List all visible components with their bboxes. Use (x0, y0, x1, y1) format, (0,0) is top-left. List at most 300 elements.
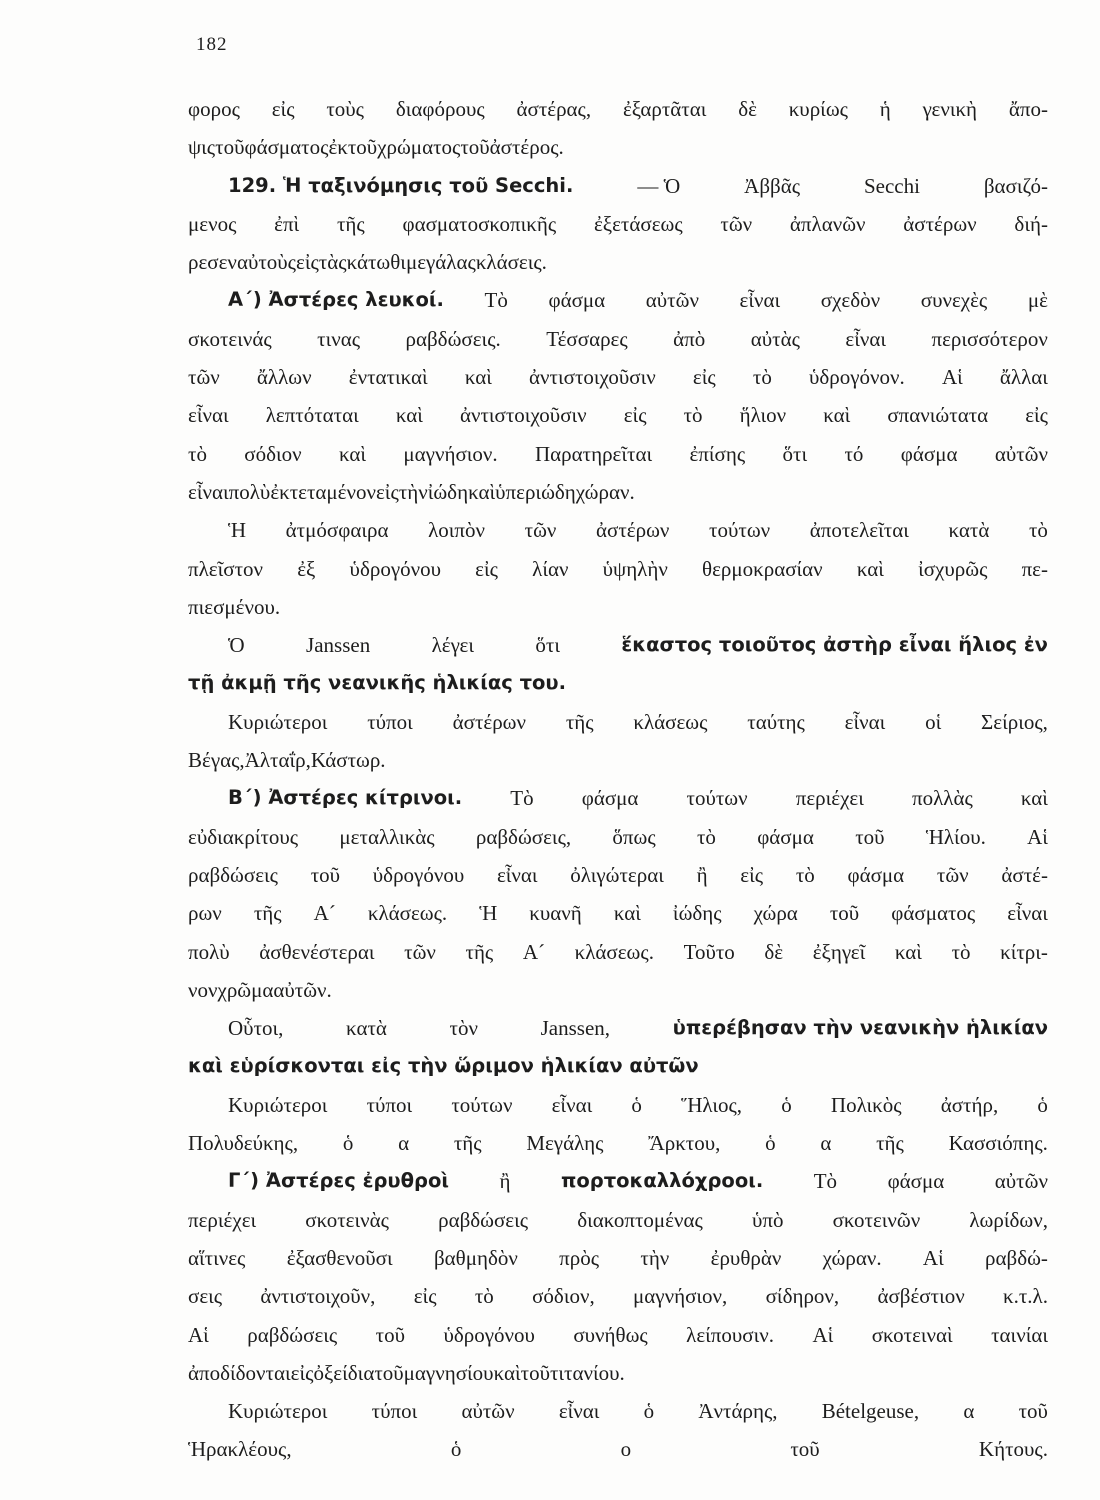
text-segment: Κήτους. (978, 1437, 1048, 1462)
text-segment: ἥλιον (739, 403, 787, 428)
text-segment: Τὸ (813, 1169, 838, 1194)
text-segment: πρὸς (559, 1245, 600, 1270)
text-segment: φασματοσκοπικῆς (402, 211, 557, 236)
text-segment: φάσμα (548, 288, 606, 313)
text-segment: σόδιον, (532, 1284, 595, 1309)
text-segment: τύποι (367, 709, 413, 734)
text-line (188, 1277, 1048, 1315)
text-segment: ἀντιστοιχοῦσιν (529, 365, 656, 390)
text-segment: φάσμα (847, 862, 905, 887)
text-segment: αἵτινες (188, 1245, 246, 1270)
text-segment: τοῦ (374, 1360, 404, 1385)
text-segment: εἰς (271, 97, 295, 121)
text-segment: καὶ (613, 901, 641, 926)
text-line (188, 320, 1048, 358)
text-segment: κάτωθι (346, 250, 406, 275)
text-segment: Πολικὸς (830, 1092, 902, 1117)
text-segment: εἰς (1025, 403, 1048, 428)
text-segment: ἐξηγεῖ (812, 939, 866, 964)
text-segment: αὐτῶν. (273, 977, 332, 1002)
text-line (188, 1392, 1048, 1430)
text-segment: ἢ (499, 1169, 511, 1194)
text-segment: εὐδιακρίτους (188, 824, 299, 849)
text-segment: θερμοκρασίαν (702, 556, 823, 581)
text-segment: ἀτμόσφαιρα (285, 518, 389, 543)
text-segment: σκοτεινάς (188, 326, 272, 351)
text-segment: τιτανίου. (549, 1360, 625, 1385)
text-segment: ταύτης (747, 709, 805, 734)
text-line (188, 1430, 1048, 1468)
text-segment: τῆς (465, 939, 494, 964)
text-line (188, 205, 1048, 243)
text-segment: Τοῦτο (683, 939, 735, 964)
text-segment: αὐτῶν (461, 1399, 515, 1424)
text-segment: εἰς (296, 250, 319, 275)
text-segment: κυανῆ (529, 901, 582, 926)
text-line (188, 90, 1048, 128)
text-segment: λίαν (532, 556, 569, 581)
text-segment: μεταλλικὰς (339, 824, 435, 849)
text-segment: τῆς (253, 901, 282, 926)
text-segment: κίτρι- (1000, 939, 1048, 964)
text-line (188, 435, 1048, 473)
text-segment: πε- (1021, 556, 1048, 581)
text-segment: καὶ (464, 365, 492, 390)
text-segment: συνεχὲς (920, 288, 988, 313)
text-segment: φάσμα (887, 1169, 945, 1194)
text-segment: κυρίως (788, 97, 848, 121)
text-segment: ραβδώσεις (438, 1207, 529, 1232)
text-segment: ὑδρογόνον. (808, 365, 905, 390)
text-segment: ἐρυθρὰν (710, 1245, 782, 1270)
text-segment: Τὸ (484, 288, 508, 313)
text-line (188, 856, 1048, 894)
text-line (188, 511, 1048, 549)
text-segment: λωρίδων, (969, 1207, 1048, 1232)
text-segment: ἀποδίδονται (188, 1360, 291, 1385)
text-segment: ο (620, 1437, 632, 1462)
text-segment: Ἡλίου. (925, 824, 986, 849)
text-segment: ἐπὶ (274, 211, 300, 236)
text-segment: Αἱ (1027, 824, 1048, 849)
text-segment: τοῦ (310, 862, 341, 887)
text-segment: ὁ (781, 1092, 792, 1117)
text-segment: εἰς (475, 556, 498, 581)
text-segment: Ἡρακλέους, (188, 1437, 292, 1462)
text-segment: εἶναι (188, 403, 229, 428)
text-segment: τῇ ἀκμῇ τῆς νεανικῆς ἡλικίας του. (188, 671, 566, 695)
text-segment: ὁ (342, 1131, 354, 1156)
text-segment: Αἱ (922, 1245, 944, 1270)
text-line (188, 358, 1048, 396)
text-segment: τούτων (686, 786, 748, 811)
text-segment: ὑπερέβησαν τὴν νεανικὴν ἡλικίαν (672, 1016, 1048, 1040)
text-segment: Αἱ (812, 1322, 834, 1347)
text-segment: τὸ (683, 403, 703, 428)
text-segment: εἶναι (739, 288, 781, 313)
text-line (188, 1086, 1048, 1124)
text-segment: φάσμα (581, 786, 639, 811)
text-segment: ὑδρογόνου (372, 862, 465, 887)
text-segment: Τέσσαρες (546, 326, 628, 351)
subsection-a-line (188, 281, 1048, 319)
text-segment: κλάσεως (633, 709, 708, 734)
text-segment: ὁ (1037, 1092, 1048, 1117)
page-number: 182 (196, 34, 228, 55)
text-segment: Ἥλιος, (681, 1092, 743, 1117)
text-segment: Κυριώτεροι (228, 1092, 328, 1117)
text-line (188, 894, 1048, 932)
text-segment: κατὰ (346, 1016, 387, 1041)
text-segment: εἰς (290, 1360, 314, 1385)
text-segment: ἐκ (328, 135, 348, 160)
text-segment: ἐντατικαὶ (348, 365, 428, 390)
text-segment: φάσμα (757, 824, 814, 849)
text-segment: καὶ (1020, 786, 1048, 811)
text-line (188, 1201, 1048, 1239)
text-segment: Janssen (306, 633, 371, 658)
text-segment: σπανιώτατα (887, 403, 989, 428)
text-segment: ἐκτεταμένον (270, 479, 376, 504)
text-segment: ἀντιστοιχοῦν, (260, 1284, 376, 1309)
text-segment: τὸν (449, 1016, 478, 1041)
text-segment: Α´ (522, 939, 546, 964)
text-segment: Κυριώτεροι (228, 709, 328, 734)
text-segment: ἡ (879, 97, 891, 121)
text-segment: Βέγας, (188, 748, 245, 773)
text-line (188, 664, 1048, 702)
text-segment: καὶ (339, 441, 367, 466)
text-line (188, 1316, 1048, 1354)
main-text (188, 90, 1048, 1469)
text-segment: τοῦ (790, 1437, 820, 1462)
text-segment: τό (844, 441, 864, 466)
text-line (188, 1047, 1048, 1085)
text-segment: ἰώδη (427, 479, 469, 504)
text-segment: Αἱ (941, 365, 963, 390)
text-segment: α (398, 1131, 410, 1156)
text-segment: Οὗτοι, (228, 1016, 284, 1041)
text-segment: κλάσεως. (574, 939, 654, 964)
text-segment: τῶν (404, 939, 436, 964)
text-segment: σχεδὸν (820, 288, 881, 313)
text-segment: Ἡ (228, 518, 247, 543)
text-segment: μαγνήσιον. (403, 441, 498, 466)
text-segment: ἐξαρτᾶται (622, 97, 707, 121)
text-segment: α (820, 1131, 832, 1156)
text-segment: Γ´) Ἀστέρες ἐρυθροὶ (228, 1169, 449, 1193)
text-segment: εἰς (692, 365, 716, 390)
text-segment: μαγνησίου (403, 1360, 494, 1385)
text-segment: οἱ (925, 709, 942, 734)
text-segment: καὶ εὑρίσκονται εἰς τὴν ὥριμον ἡλικίαν αὐτῶν (188, 1054, 699, 1078)
text-segment: ἀστήρ, (940, 1092, 999, 1117)
text-segment: φάσματος (244, 135, 329, 160)
text-segment: ἀστέρας, (516, 97, 592, 121)
text-segment: ραβδώσεις (188, 862, 278, 887)
text-segment: διακοπτομένας (577, 1207, 703, 1232)
text-segment: ταινίαι (991, 1322, 1048, 1347)
text-segment: κ.τ.λ. (1003, 1284, 1048, 1309)
text-segment: πολλὰς (911, 786, 973, 811)
text-segment: χώραν. (822, 1245, 882, 1270)
text-segment: τὸ (951, 939, 971, 964)
text-segment: μεγάλας (405, 250, 476, 275)
text-segment: ἀποτελεῖται (809, 518, 909, 543)
text-segment: α (963, 1399, 975, 1424)
text-segment: βασιζό- (983, 173, 1048, 198)
text-segment: Ὁ (228, 633, 245, 658)
text-segment: ἀστέ- (1001, 862, 1048, 887)
text-segment: τῆς (876, 1131, 904, 1156)
text-segment: λέγει (431, 633, 474, 658)
text-segment: φάσμα (900, 441, 958, 466)
text-segment: καὶ (823, 403, 851, 428)
text-segment: Secchi (863, 173, 920, 198)
text-segment: τὸ (1028, 518, 1048, 543)
text-segment: τινας (317, 326, 361, 351)
text-line (188, 703, 1048, 741)
text-segment: ρεσεν (188, 250, 237, 275)
text-segment: τοῦ (215, 135, 245, 160)
text-segment: Ἀλταΐρ, (244, 748, 311, 773)
text-line (188, 1239, 1048, 1277)
text-segment: καὶ (395, 403, 423, 428)
text-segment: ὅτι (535, 633, 560, 658)
text-segment: αὐτῶν (645, 288, 699, 313)
subsection-b-line (188, 779, 1048, 817)
text-segment: ἕκαστος τοιοῦτος ἀστὴρ εἶναι ἥλιος ἐν (621, 633, 1048, 657)
text-segment: ὑδρογόνου (349, 556, 441, 581)
text-segment: καὶ (894, 939, 922, 964)
text-segment: αὐτῶν (994, 441, 1048, 466)
text-segment: εἶναι (558, 1399, 600, 1424)
text-segment: σόδιον (244, 441, 302, 466)
text-segment: εἶναι (844, 709, 886, 734)
text-segment: τύποι (366, 1092, 413, 1117)
text-line (188, 396, 1048, 434)
text-segment: γενικὴ (922, 97, 978, 121)
text-line (188, 1009, 1048, 1047)
text-segment: εἶναι (496, 862, 538, 887)
text-segment: βαθμηδὸν (433, 1245, 518, 1270)
text-segment: τοῦ (855, 824, 885, 849)
text-segment: ὑπεριώδη (495, 479, 576, 504)
text-segment: αὐτῶν (994, 1169, 1048, 1194)
text-segment: Μεγάλης (526, 1131, 604, 1156)
text-segment: νον (188, 977, 218, 1002)
text-segment: εἰς (413, 1284, 437, 1309)
text-segment: ἀπὸ (673, 326, 706, 351)
text-segment: τούτων (709, 518, 771, 543)
text-segment: ἢ (696, 862, 708, 887)
text-segment: καὶ (468, 479, 496, 504)
text-segment: Α´) Ἀστέρες λευκοί. (228, 288, 444, 312)
text-segment: Κυριώτεροι (228, 1399, 328, 1424)
text-segment: ἀστέρων (596, 518, 670, 543)
text-segment: κλάσεως. (367, 901, 448, 926)
text-segment: ἀσβέστιον (877, 1284, 965, 1309)
text-segment: σκοτειναὶ (871, 1322, 953, 1347)
text-segment: σεις (188, 1284, 223, 1309)
text-segment: δὲ (738, 97, 757, 121)
text-line (188, 626, 1048, 664)
text-segment: ὁ (450, 1437, 462, 1462)
text-segment: ἐξ (297, 556, 316, 581)
text-segment: σκοτεινῶν (832, 1207, 921, 1232)
text-segment: τοῦ (460, 135, 490, 160)
text-segment: ὅπως (612, 824, 656, 849)
text-segment: κλάσεις. (475, 250, 547, 275)
text-segment: τοῦ (829, 901, 860, 926)
text-segment: ὁ (643, 1399, 655, 1424)
text-segment: ἀστέρων (903, 211, 977, 236)
text-segment: Παρατηρεῖται (535, 441, 653, 466)
text-segment: ἄλλων (256, 365, 312, 390)
text-segment: ὀξείδια (313, 1360, 375, 1385)
text-segment: Κάστωρ. (310, 748, 386, 773)
text-segment: φορος (188, 97, 240, 121)
text-segment: τύποι (371, 1399, 418, 1424)
text-segment: ραβδώσεις, (475, 824, 572, 849)
text-segment: ἄλλαι (999, 365, 1048, 390)
text-segment: ἀσθενέστεραι (259, 939, 375, 964)
text-segment: ἰώδης (672, 901, 722, 926)
text-segment: ἰσχυρῶς (918, 556, 988, 581)
text-segment: μὲ (1027, 288, 1048, 313)
text-segment: εἶναι (1007, 901, 1048, 926)
text-segment: διαφόρους (395, 97, 485, 121)
text-segment: τοὺς (326, 97, 364, 121)
section-heading-line (188, 167, 1048, 205)
text-segment: σίδηρον, (765, 1284, 840, 1309)
text-segment: εἰς (623, 403, 647, 428)
text-segment: τὸ (752, 365, 772, 390)
text-segment: ὑψηλὴν (602, 556, 668, 581)
text-segment: ὅτι (782, 441, 808, 466)
text-segment: χώραν. (575, 479, 635, 504)
text-segment: Janssen, (540, 1016, 611, 1041)
text-segment: Ἀντάρης, (698, 1399, 778, 1424)
text-segment: εἶναι (188, 479, 229, 504)
text-segment: πολὺ (188, 939, 230, 964)
text-segment: εἰς (375, 479, 399, 504)
text-segment: πολὺ (228, 479, 271, 504)
text-segment: ὀλιγώτεραι (570, 862, 664, 887)
text-segment: εἶναι (845, 326, 887, 351)
text-segment: λεπτόταται (265, 403, 359, 428)
text-segment: τούτων (451, 1092, 513, 1117)
text-segment: τῶν (188, 365, 220, 390)
text-segment: ραβδώσεις (247, 1322, 338, 1347)
text-segment: τοῦ (347, 135, 378, 160)
text-segment: Πολυδεύκης, (188, 1131, 299, 1156)
text-segment: 129. Ἡ ταξινόμησις τοῦ Secchi. (228, 173, 574, 197)
text-segment: Ἄρκτου, (648, 1131, 721, 1156)
text-segment: τῆς (336, 211, 365, 236)
text-segment: τοῦ (520, 1360, 550, 1385)
text-segment: πλεῖστον (188, 556, 264, 581)
text-segment: καὶ (493, 1360, 521, 1385)
text-segment: ἄπο- (1008, 97, 1048, 121)
text-segment: εἰς (740, 862, 764, 887)
text-segment: δὲ (764, 939, 784, 964)
text-segment: περισσότερον (931, 326, 1048, 351)
text-segment: λοιπὸν (428, 518, 486, 543)
text-segment: τὸ (188, 441, 207, 466)
text-segment: πορτοκαλλόχροοι. (560, 1169, 764, 1193)
text-segment: τὰς (318, 250, 347, 275)
text-segment: τοῦ (1018, 1399, 1048, 1424)
text-segment: ψις (188, 135, 216, 160)
text-segment: τῶν (524, 518, 557, 543)
text-segment: πιεσμένου. (188, 594, 281, 619)
text-segment: Ἡ (479, 901, 498, 926)
text-segment: χώρα (753, 901, 798, 926)
text-segment: περιέχει (188, 1207, 257, 1232)
text-segment: φάσματος (891, 901, 976, 926)
text-segment: τὴν (398, 479, 428, 504)
text-segment: ἐξασθενοῦσι (286, 1245, 393, 1270)
text-segment: αὐτοὺς (236, 250, 296, 275)
text-segment: Β´) Ἀστέρες κίτρινοι. (228, 786, 463, 810)
text-segment: τῆς (453, 1131, 482, 1156)
text-segment: αὐτὰς (750, 326, 800, 351)
text-segment: καὶ (856, 556, 884, 581)
text-segment: μενος (188, 211, 237, 236)
text-segment: περιέχει (795, 786, 864, 811)
text-segment: Κασσιόπης. (948, 1131, 1048, 1156)
text-segment: μαγνήσιον, (633, 1284, 728, 1309)
text-line (188, 971, 1048, 1009)
text-segment: Bételgeuse, (821, 1399, 920, 1424)
text-segment: ραβδώ- (985, 1245, 1048, 1270)
text-segment: τὸ (474, 1284, 494, 1309)
text-segment: τὴν (640, 1245, 670, 1270)
text-segment: διή- (1014, 211, 1048, 236)
text-segment: ἀπλανῶν (789, 211, 866, 236)
text-line (188, 473, 1048, 511)
text-line (188, 741, 1048, 779)
text-segment: συνήθως (573, 1322, 648, 1347)
text-segment: Τὸ (510, 786, 534, 811)
text-line (188, 550, 1048, 588)
text-segment: εἶναι (551, 1092, 593, 1117)
text-segment: σκοτεινὰς (305, 1207, 389, 1232)
subsection-c-line (188, 1162, 1048, 1200)
text-segment: ὑπὸ (751, 1207, 784, 1232)
text-segment: χρῶμα (217, 977, 274, 1002)
text-segment: ἀστέρος. (489, 135, 564, 160)
text-line (188, 243, 1048, 281)
text-segment: Α´ (313, 901, 336, 926)
text-segment: κατὰ (948, 518, 990, 543)
text-segment: τῶν (936, 862, 969, 887)
text-segment: τὸ (795, 862, 815, 887)
text-segment: τῆς (565, 709, 594, 734)
text-segment: ρων (188, 901, 222, 926)
text-segment: τῶν (720, 211, 753, 236)
text-segment: ἀστέρων (452, 709, 527, 734)
text-segment: ἀντιστοιχοῦσιν (459, 403, 587, 428)
text-line (188, 128, 1048, 166)
text-line (188, 1354, 1048, 1392)
text-segment: ἐξετάσεως (593, 211, 683, 236)
text-segment: Σείριος, (981, 709, 1048, 734)
text-segment: Ἀββᾶς (744, 173, 801, 198)
text-line (188, 818, 1048, 856)
text-line (188, 933, 1048, 971)
